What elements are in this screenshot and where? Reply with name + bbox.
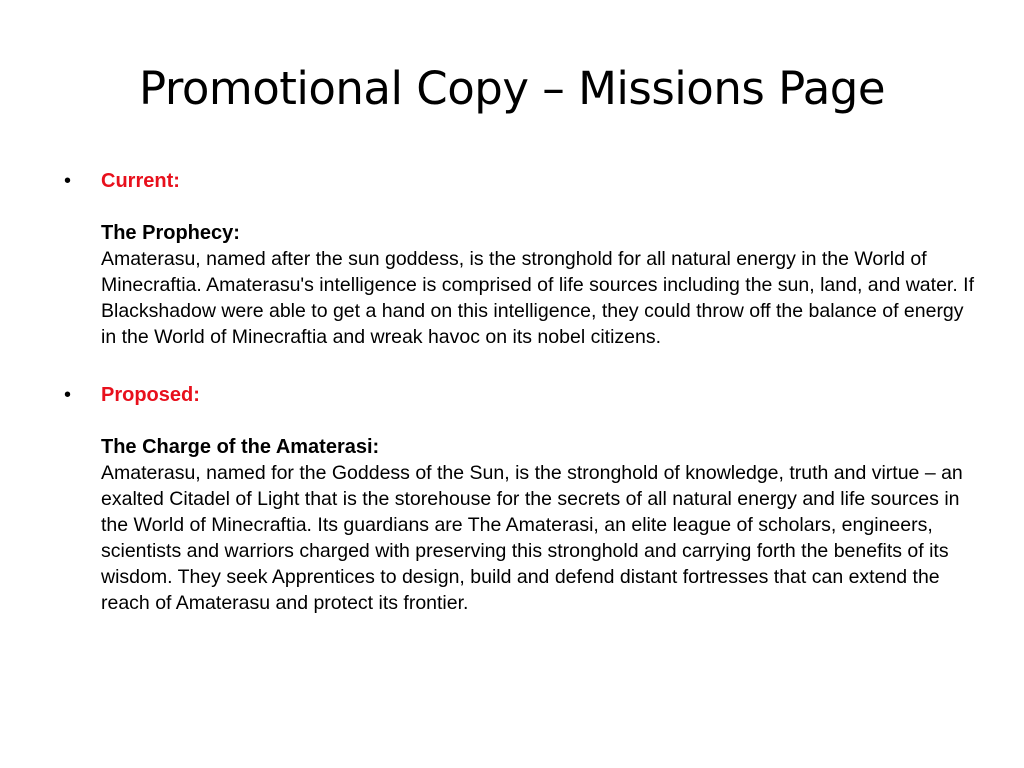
subheading-charge: The Charge of the Amaterasi: (101, 436, 380, 458)
bullet-item-current (64, 168, 974, 350)
bullet-list (64, 168, 974, 648)
bullet-marker: • (64, 170, 72, 192)
slide-title: Promotional Copy – Missions Page (138, 62, 886, 115)
bullet-marker: • (64, 384, 72, 406)
body-text-proposed: Amaterasu, named for the Goddess of the Sun, is the stronghold of knowledge, truth and virtue – an exalted Citadel of Light that is the storehouse for the secrets of all natural energy and life sources in the World of Minecraftia. Its guardians are The Amaterasi, an elite league of scholars, engineers, scientists and warriors charged with preserving this stronghold and carrying forth the benefits of its wisdom. They seek Apprentices to design, build and defend distant fortresses that can extend the reach of Amaterasu and protect its frontier. (101, 462, 963, 614)
spacer (101, 408, 974, 434)
bullet-item-proposed (64, 382, 974, 616)
bullet-label-current: Current: (101, 170, 180, 192)
body-text-current: Amaterasu, named after the sun goddess, is the stronghold for all natural energy in the World of Minecraftia. Amaterasu's intelligence is comprised of life sources including the sun, land, and water. If Blackshadow were able to get a hand on this intelligence, they could throw off the balance of energy in the World of Minecraftia and wreak havoc on its nobel citizens. (101, 248, 975, 348)
bullet-label-proposed: Proposed: (101, 384, 200, 406)
subheading-prophecy: The Prophecy: (101, 222, 240, 244)
spacer (101, 194, 974, 220)
